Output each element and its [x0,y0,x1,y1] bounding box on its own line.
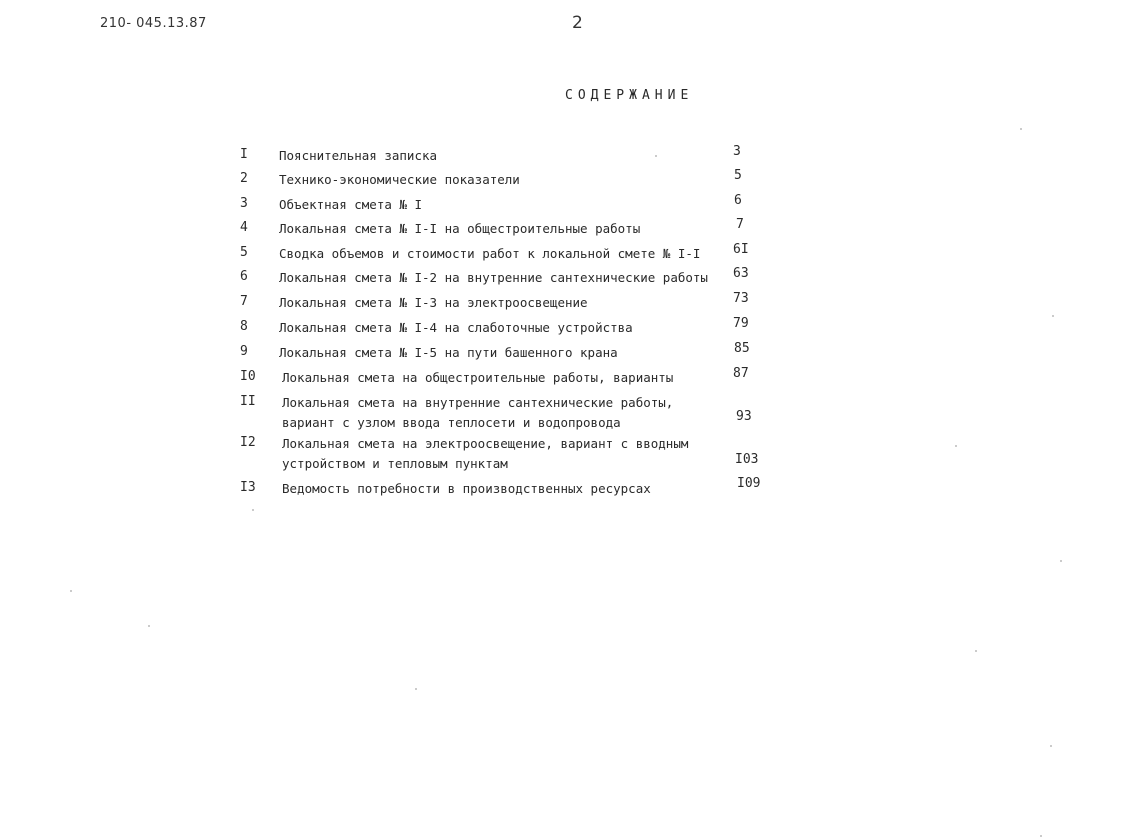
toc-entry-number: I3 [240,480,256,495]
toc-entry-title: Локальная смета № I-3 на электроосвещение [279,295,588,310]
scan-speck [1040,835,1042,837]
toc-entry-page: 85 [734,341,750,356]
toc-entry-number: I0 [240,369,256,384]
toc-entry-number: 9 [240,344,248,359]
toc-entry-number: 7 [240,294,248,309]
page-title: СОДЕРЖАНИЕ [565,88,694,103]
toc-entry-page: 73 [733,291,749,306]
toc-entry-page: 63 [733,266,749,281]
toc-entry-number: II [240,394,256,409]
page-number: 2 [572,13,583,33]
toc-entry-number: I [240,147,248,162]
toc-entry-page: 7 [736,217,744,232]
toc-entry-number: 8 [240,319,248,334]
toc-entry-title: Ведомость потребности в производственных ресурсах [282,481,651,496]
toc-entry-number: I2 [240,435,256,450]
toc-entry-title: устройством и тепловым пунктам [282,456,508,471]
toc-entry-page: 5 [734,168,742,183]
scan-speck [415,688,417,690]
toc-entry-page: 93 [736,409,752,424]
scan-speck [148,625,150,627]
toc-entry-title: Локальная смета № I-I на общестроительные работы [279,221,641,236]
toc-entry-page: I03 [735,452,759,467]
scan-speck [70,590,72,592]
toc-entry-title: Технико-экономические показатели [279,172,520,187]
toc-entry-title: Локальная смета № I-5 на пути башенного крана [279,345,618,360]
toc-entry-title: Объектная смета № I [279,197,422,212]
toc-entry-number: 5 [240,245,248,260]
toc-entry-number: 6 [240,269,248,284]
toc-entry-page: 6 [734,193,742,208]
toc-entry-number: 2 [240,171,248,186]
toc-entry-title: вариант с узлом ввода теплосети и водопровода [282,415,621,430]
scan-speck [252,509,254,511]
toc-entry-page: 6I [733,242,749,257]
toc-entry-title: Локальная смета № I-2 на внутренние сантехнические работы [279,270,708,285]
toc-entry-title: Локальная смета № I-4 на слаботочные устройства [279,320,633,335]
scan-speck [975,650,977,652]
toc-entry-title: Пояснительная записка [279,148,438,163]
toc-entry-title: Локальная смета на электроосвещение, вариант с вводным [282,436,689,451]
toc-entry-number: 4 [240,220,248,235]
scan-speck [1060,560,1062,562]
toc-entry-title: Локальная смета на общестроительные работы, варианты [282,370,674,385]
scan-speck [655,155,657,157]
scan-speck [1052,315,1054,317]
toc-entry-title: Сводка объемов и стоимости работ к локальной смете № I-I [279,246,701,261]
toc-entry-title: Локальная смета на внутренние сантехнические работы, [282,395,674,410]
toc-entry-page: 3 [733,144,741,159]
toc-entry-number: 3 [240,196,248,211]
toc-entry-page: I09 [737,476,761,491]
scan-speck [1020,128,1022,130]
scan-speck [955,445,957,447]
toc-entry-page: 79 [733,316,749,331]
document-code: 210- 045.13.87 [100,16,207,31]
toc-entry-page: 87 [733,366,749,381]
scan-speck [1050,745,1052,747]
